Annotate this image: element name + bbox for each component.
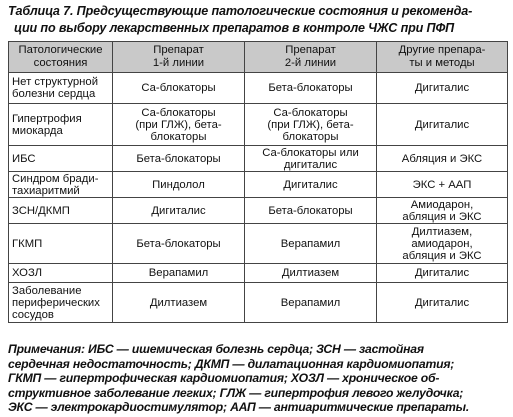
table-caption [8, 3, 508, 37]
cell-text-line: Дигиталис [414, 267, 470, 279]
cell-text-line: миокарда [12, 124, 63, 137]
caption-line-1: Таблица 7. Предсуществующие патологические состояния и рекоменда- [8, 4, 473, 18]
column-header [377, 42, 508, 73]
table-row [9, 224, 508, 264]
second-line-drug-cell [245, 283, 377, 323]
caption-line-2: ции по выбору лекарственных препаратов в контроле ЧЖС при ПФП [14, 21, 455, 35]
cell-text-line: абляция и ЭКС [402, 249, 482, 262]
condition-cell [9, 172, 113, 198]
column-header-line: Препарат [285, 44, 336, 56]
cell-text-line: Нет структурной [12, 76, 99, 88]
column-header-line: Патологические [18, 44, 103, 56]
table-notes [8, 342, 510, 415]
other-methods-cell [377, 264, 508, 283]
cell-text-line: Бета-блокаторы [268, 82, 353, 94]
table-row [9, 146, 508, 172]
condition-cell [9, 104, 113, 146]
second-line-drug-cell [245, 104, 377, 146]
table-row [9, 198, 508, 224]
first-line-drug-cell [113, 264, 245, 283]
other-methods-cell [377, 104, 508, 146]
other-methods-cell [377, 172, 508, 198]
cell-text-line: Бета-блокаторы [136, 152, 221, 165]
cell-text-line: ЭКС + ААП [412, 178, 472, 191]
first-line-drug-cell [113, 146, 245, 172]
cell-text-line: Са-блокаторы [141, 82, 216, 94]
column-header [245, 42, 377, 73]
cell-text-line: тахиаритмий [12, 184, 80, 197]
cell-text-line: периферических [12, 296, 100, 309]
cell-text-line: Дилтиазем, [411, 225, 473, 238]
column-header-line: 2-й линии [284, 57, 337, 69]
condition-cell [9, 224, 113, 264]
cell-text-line: дигиталис [283, 158, 338, 171]
cell-text-line: сосудов [12, 308, 54, 321]
other-methods-cell [377, 73, 508, 104]
table-row [9, 283, 508, 323]
table-row [9, 104, 508, 146]
condition-cell [9, 283, 113, 323]
note-line: ЭКС — электрокардиостимулятор; ААП — антиаритмические препараты. [8, 400, 470, 415]
cell-text-line: Дигиталис [414, 118, 470, 131]
column-header [113, 42, 245, 73]
cell-text-line: амиодарон, [411, 237, 473, 250]
condition-cell [9, 73, 113, 104]
note-line: сердечная недостаточность; ДКМП — дилатационная кардиомиопатия; [8, 356, 455, 371]
cell-text-line: Са-блокаторы [141, 106, 216, 119]
column-header [9, 42, 113, 73]
first-line-drug-cell [113, 283, 245, 323]
other-methods-cell [377, 224, 508, 264]
column-header-line: 1-й линии [152, 57, 205, 69]
cell-text-line: Пиндолол [152, 178, 205, 191]
note-line: ГКМП — гипертрофическая кардиомиопатия; ХОЗЛ — хроническое об- [8, 371, 440, 386]
table-row [9, 73, 508, 104]
cell-text-line: Дигиталис [414, 296, 470, 309]
cell-text-line: Дигиталис [151, 204, 206, 217]
cell-text-line: ХОЗЛ [12, 267, 43, 279]
cell-text-line: Верапамил [148, 267, 209, 279]
condition-cell [9, 198, 113, 224]
cell-text-line: Дигиталис [283, 178, 338, 191]
cell-text-line: Заболевание [12, 284, 82, 297]
cell-text-line: ИБС [12, 152, 36, 165]
cell-text-line: Дилтиазем [149, 296, 208, 309]
drug-selection-table [8, 41, 508, 323]
cell-text-line: Гипертрофия [12, 112, 82, 125]
table-row [9, 172, 508, 198]
cell-text-line: Синдром бради- [12, 172, 99, 185]
other-methods-cell [377, 146, 508, 172]
cell-text-line: ГКМП [12, 237, 43, 250]
cell-text-line: Бета-блокаторы [268, 204, 353, 217]
table-body [9, 73, 508, 323]
column-header-line: ты и методы [409, 57, 475, 69]
note-line: структивное заболевание легких; ГЛЖ — гипертрофия левого желудочка; [8, 385, 464, 400]
cell-text-line: болезни сердца [12, 88, 96, 100]
condition-cell [9, 264, 113, 283]
second-line-drug-cell [245, 198, 377, 224]
table-row [9, 264, 508, 283]
second-line-drug-cell [245, 73, 377, 104]
column-header-line: состояния [33, 57, 88, 69]
cell-text-line: Абляция и ЭКС [401, 152, 483, 165]
cell-text-line: (при ГЛЖ), бета- [135, 118, 222, 131]
second-line-drug-cell [245, 224, 377, 264]
cell-text-line: ЗСН/ДКМП [12, 204, 70, 217]
first-line-drug-cell [113, 198, 245, 224]
cell-text-line: (при ГЛЖ), бета- [267, 118, 354, 131]
cell-text-line: Дилтиазем [281, 267, 340, 279]
second-line-drug-cell [245, 264, 377, 283]
condition-cell [9, 146, 113, 172]
first-line-drug-cell [113, 224, 245, 264]
cell-text-line: Верапамил [280, 237, 341, 250]
column-header-line: Другие препара- [398, 44, 486, 56]
first-line-drug-cell [113, 73, 245, 104]
cell-text-line: блокаторы [150, 130, 207, 143]
cell-text-line: Бета-блокаторы [136, 237, 221, 250]
second-line-drug-cell [245, 146, 377, 172]
second-line-drug-cell [245, 172, 377, 198]
cell-text-line: Дигиталис [414, 82, 470, 94]
other-methods-cell [377, 283, 508, 323]
note-line: Примечания: ИБС — ишемическая болезнь сердца; ЗСН — застойная [8, 342, 424, 356]
first-line-drug-cell [113, 104, 245, 146]
cell-text-line: Амиодарон, [410, 198, 474, 211]
other-methods-cell [377, 198, 508, 224]
cell-text-line: Верапамил [280, 296, 341, 309]
cell-text-line: блокаторы [282, 130, 339, 143]
cell-text-line: Са-блокаторы или [262, 146, 359, 159]
cell-text-line: Са-блокаторы [273, 106, 348, 119]
table-header-row [9, 42, 508, 73]
cell-text-line: абляция и ЭКС [402, 210, 482, 223]
column-header-line: Препарат [153, 44, 204, 56]
first-line-drug-cell [113, 172, 245, 198]
